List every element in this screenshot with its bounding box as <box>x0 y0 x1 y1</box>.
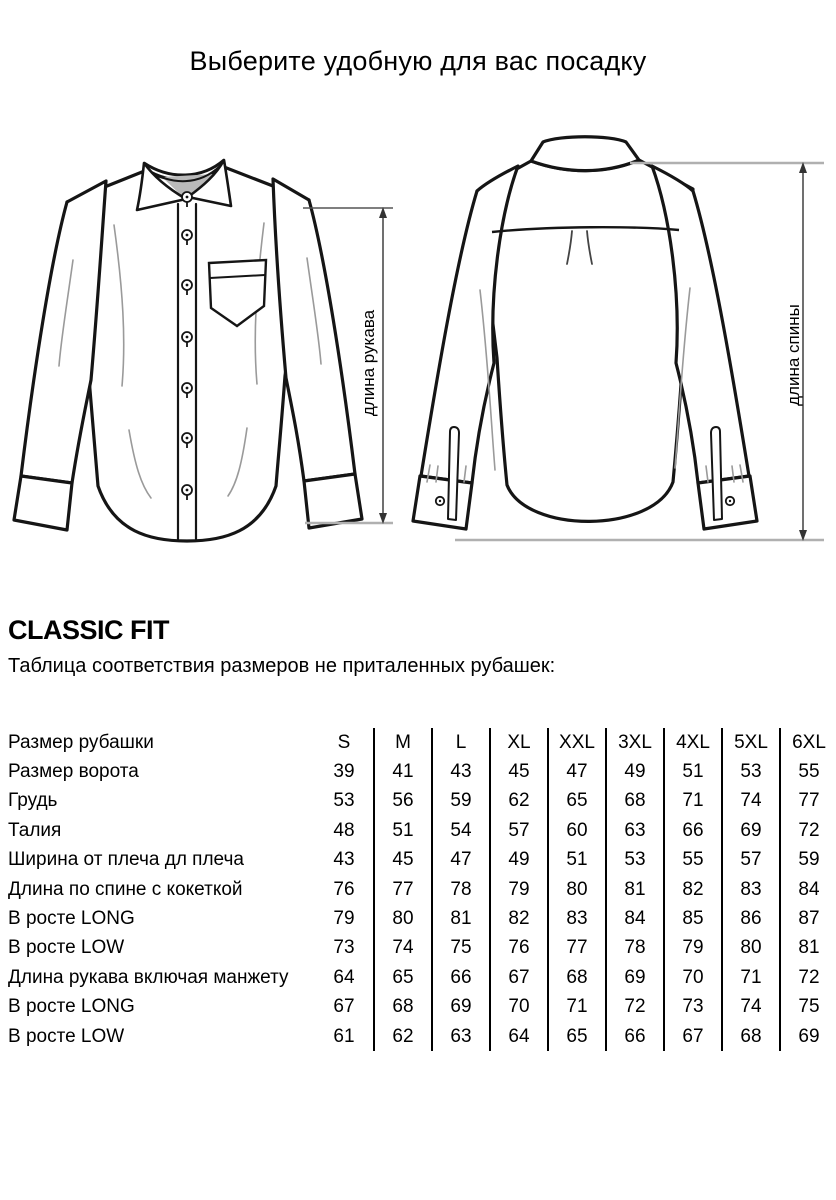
size-value-cell: 84 <box>605 904 663 933</box>
size-column-header: XL <box>489 728 547 757</box>
size-value-cell: 83 <box>721 875 779 904</box>
size-value-cell: 76 <box>333 878 355 900</box>
front-right-sleeve <box>273 179 355 481</box>
size-column-header: M <box>373 728 431 757</box>
size-value-cell: 55 <box>663 846 721 875</box>
size-value-cell: 62 <box>373 1022 431 1051</box>
row-label: В росте LONG <box>8 996 135 1018</box>
front-left-cuff <box>14 476 72 530</box>
size-value-cell: 63 <box>605 816 663 845</box>
size-value-cell: 49 <box>605 757 663 786</box>
size-value-cell: 49 <box>489 846 547 875</box>
back-length-label: длина спины <box>784 304 803 406</box>
size-value-cell: 51 <box>373 816 431 845</box>
front-right-cuff <box>304 474 362 528</box>
size-value-cell: 61 <box>333 1025 355 1047</box>
size-value-cell: 64 <box>489 1022 547 1051</box>
table-row <box>8 934 836 963</box>
size-value-cell: 47 <box>431 846 489 875</box>
size-value-cell: 75 <box>431 934 489 963</box>
size-value-cell: 80 <box>721 934 779 963</box>
size-value-cell: 62 <box>489 787 547 816</box>
size-value-cell: 70 <box>663 963 721 992</box>
row-label-header: Размер рубашки <box>8 731 154 753</box>
size-value-cell: 79 <box>489 875 547 904</box>
size-value-cell: 71 <box>663 787 721 816</box>
size-value-cell: 48 <box>333 819 355 841</box>
size-value-cell: 65 <box>547 1022 605 1051</box>
size-value-cell: 39 <box>333 761 355 783</box>
size-column-header: L <box>431 728 489 757</box>
sleeve-length-label: длина рукава <box>359 309 378 417</box>
row-label: Размер ворота <box>8 761 139 783</box>
size-value-cell: 71 <box>547 993 605 1022</box>
front-shirt-diagram <box>10 130 370 550</box>
size-value-cell: 81 <box>431 904 489 933</box>
row-label: В росте LOW <box>8 1025 125 1047</box>
back-body <box>477 160 693 521</box>
size-value-cell: 45 <box>489 757 547 786</box>
size-value-cell: 51 <box>663 757 721 786</box>
size-value-cell: 43 <box>333 849 355 871</box>
size-value-cell: 78 <box>431 875 489 904</box>
size-value-cell: 85 <box>663 904 721 933</box>
size-column-header: 6XL <box>779 728 836 757</box>
size-value-cell: 67 <box>489 963 547 992</box>
size-value-cell: 76 <box>489 934 547 963</box>
size-value-cell: 69 <box>721 816 779 845</box>
size-value-cell: 81 <box>605 875 663 904</box>
table-row <box>8 846 836 875</box>
size-column-header: S <box>337 731 351 753</box>
size-value-cell: 72 <box>605 993 663 1022</box>
row-label: В росте LOW <box>8 937 125 959</box>
table-row <box>8 875 836 904</box>
size-value-cell: 74 <box>721 787 779 816</box>
size-value-cell: 80 <box>373 904 431 933</box>
size-value-cell: 79 <box>333 908 355 930</box>
table-subtitle: Таблица соответствия размеров не приталенных рубашек: <box>8 655 556 677</box>
size-value-cell: 57 <box>721 846 779 875</box>
size-value-cell: 69 <box>779 1022 836 1051</box>
size-value-cell: 55 <box>779 757 836 786</box>
size-value-cell: 67 <box>663 1022 721 1051</box>
size-value-cell: 68 <box>547 963 605 992</box>
table-row <box>8 816 836 845</box>
size-value-cell: 77 <box>779 787 836 816</box>
size-value-cell: 59 <box>779 846 836 875</box>
size-value-cell: 71 <box>721 963 779 992</box>
page-title: Выберите удобную для вас посадку <box>189 46 647 76</box>
size-column-header: 4XL <box>663 728 721 757</box>
size-value-cell: 73 <box>333 937 355 959</box>
size-value-cell: 81 <box>779 934 836 963</box>
row-label: Ширина от плеча дл плеча <box>8 849 244 871</box>
size-value-cell: 66 <box>605 1022 663 1051</box>
size-value-cell: 82 <box>489 904 547 933</box>
row-label: Длина по спине с кокеткой <box>8 878 243 900</box>
size-value-cell: 45 <box>373 846 431 875</box>
size-value-cell: 87 <box>779 904 836 933</box>
size-value-cell: 74 <box>721 993 779 1022</box>
size-value-cell: 79 <box>663 934 721 963</box>
size-value-cell: 59 <box>431 787 489 816</box>
size-value-cell: 43 <box>431 757 489 786</box>
size-value-cell: 70 <box>489 993 547 1022</box>
size-value-cell: 68 <box>721 1022 779 1051</box>
size-value-cell: 84 <box>779 875 836 904</box>
size-value-cell: 77 <box>373 875 431 904</box>
size-value-cell: 73 <box>663 993 721 1022</box>
size-value-cell: 86 <box>721 904 779 933</box>
table-row <box>8 728 836 757</box>
size-column-header: 5XL <box>721 728 779 757</box>
size-column-header: XXL <box>547 728 605 757</box>
row-label: В росте LONG <box>8 908 135 930</box>
size-value-cell: 56 <box>373 787 431 816</box>
table-row <box>8 787 836 816</box>
size-value-cell: 72 <box>779 963 836 992</box>
size-value-cell: 66 <box>663 816 721 845</box>
table-row <box>8 1022 836 1051</box>
row-label: Длина рукава включая манжету <box>8 966 289 988</box>
size-value-cell: 51 <box>547 846 605 875</box>
size-value-cell: 67 <box>333 996 355 1018</box>
size-value-cell: 54 <box>431 816 489 845</box>
back-shirt-diagram <box>400 130 780 550</box>
size-value-cell: 53 <box>333 790 355 812</box>
size-value-cell: 74 <box>373 934 431 963</box>
size-value-cell: 66 <box>431 963 489 992</box>
size-value-cell: 57 <box>489 816 547 845</box>
size-value-cell: 41 <box>373 757 431 786</box>
size-value-cell: 69 <box>605 963 663 992</box>
size-value-cell: 69 <box>431 993 489 1022</box>
size-value-cell: 53 <box>605 846 663 875</box>
size-column-header: 3XL <box>605 728 663 757</box>
row-label: Талия <box>8 819 62 841</box>
size-value-cell: 63 <box>431 1022 489 1051</box>
size-value-cell: 60 <box>547 816 605 845</box>
table-row <box>8 904 836 933</box>
size-value-cell: 68 <box>373 993 431 1022</box>
row-label: Грудь <box>8 790 58 812</box>
right-sleeve-placket <box>711 427 722 520</box>
size-value-cell: 80 <box>547 875 605 904</box>
size-table <box>8 728 836 1051</box>
size-value-cell: 83 <box>547 904 605 933</box>
size-value-cell: 53 <box>721 757 779 786</box>
size-value-cell: 82 <box>663 875 721 904</box>
table-row <box>8 993 836 1022</box>
left-sleeve-placket <box>448 427 459 520</box>
size-value-cell: 64 <box>333 966 355 988</box>
table-row <box>8 757 836 786</box>
size-value-cell: 65 <box>373 963 431 992</box>
size-value-cell: 65 <box>547 787 605 816</box>
size-value-cell: 47 <box>547 757 605 786</box>
size-value-cell: 68 <box>605 787 663 816</box>
classic-fit-heading: CLASSIC FIT <box>8 615 169 645</box>
back-collar <box>531 137 639 171</box>
size-value-cell: 78 <box>605 934 663 963</box>
size-value-cell: 75 <box>779 993 836 1022</box>
size-value-cell: 77 <box>547 934 605 963</box>
table-row <box>8 963 836 992</box>
size-value-cell: 72 <box>779 816 836 845</box>
